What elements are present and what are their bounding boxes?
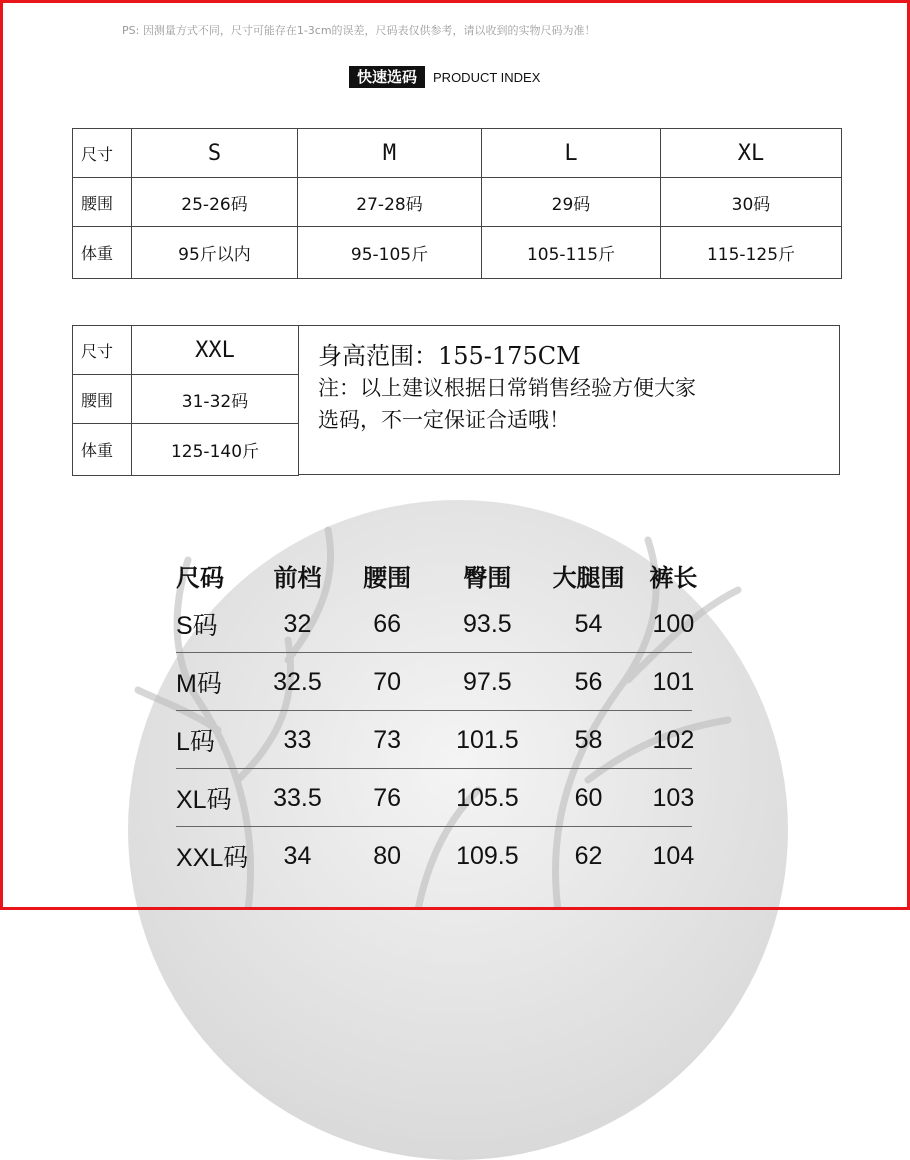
front-rise: 32.5 xyxy=(273,667,322,696)
table-row xyxy=(170,653,710,711)
hip: 101.5 xyxy=(456,725,519,754)
table-row xyxy=(170,827,710,885)
front-rise: 34 xyxy=(283,841,312,870)
size-name: S码 xyxy=(176,612,218,640)
waist-cell: 27-28码 xyxy=(298,178,482,227)
thigh: 60 xyxy=(574,783,603,812)
front-rise: 32 xyxy=(283,609,312,638)
row-label: 体重 xyxy=(73,227,132,279)
size-name: XL码 xyxy=(176,786,232,814)
section-header xyxy=(349,66,540,88)
size-name: M码 xyxy=(176,670,222,698)
waist-cell: 25-26码 xyxy=(132,178,298,227)
advice-line: 选码，不一定保证合适哦！ xyxy=(318,408,570,432)
measurement-note: PS: 因测量方式不同，尺寸可能存在1-3cm的误差，尺码表仅供参考，请以收到的实物尺码为准！ xyxy=(122,24,596,37)
front-rise: 33 xyxy=(283,725,312,754)
length: 104 xyxy=(652,841,695,870)
size-chart xyxy=(170,555,710,885)
thigh: 62 xyxy=(574,841,603,870)
quick-size-table xyxy=(72,128,842,279)
size-cell: S xyxy=(132,129,298,178)
size-name: L码 xyxy=(176,728,215,756)
size-chart-header xyxy=(170,555,710,595)
hip: 109.5 xyxy=(456,841,519,870)
weight-cell: 105-115斤 xyxy=(482,227,661,279)
header-cell: 前档 xyxy=(273,563,322,592)
header-cell: 裤长 xyxy=(649,563,698,592)
table-row xyxy=(73,375,299,424)
row-label: 腰围 xyxy=(73,178,132,227)
header-en: PRODUCT INDEX xyxy=(433,69,541,85)
table-row xyxy=(73,129,842,178)
row-label: 腰围 xyxy=(73,375,132,424)
weight-cell: 115-125斤 xyxy=(661,227,842,279)
hip: 93.5 xyxy=(463,609,512,638)
thigh: 58 xyxy=(574,725,603,754)
length: 101 xyxy=(652,667,695,696)
height-range-box xyxy=(298,325,840,475)
size-cell: XL xyxy=(661,129,842,178)
length: 102 xyxy=(652,725,695,754)
length: 100 xyxy=(652,609,695,638)
table-row xyxy=(73,178,842,227)
hip: 105.5 xyxy=(456,783,519,812)
header-cell: 尺码 xyxy=(176,563,224,592)
weight-cell: 125-140斤 xyxy=(132,424,299,476)
hip: 97.5 xyxy=(463,667,512,696)
header-cell: 臀围 xyxy=(463,563,512,592)
length: 103 xyxy=(652,783,695,812)
thigh: 54 xyxy=(574,609,603,638)
header-cn: 快速选码 xyxy=(349,66,425,88)
table-row xyxy=(73,227,842,279)
row-label: 尺寸 xyxy=(73,129,132,178)
table-row xyxy=(73,424,299,476)
waist: 66 xyxy=(373,609,402,638)
weight-cell: 95斤以内 xyxy=(132,227,298,279)
height-range: 身高范围：155-175CM xyxy=(318,342,581,370)
waist-cell: 30码 xyxy=(661,178,842,227)
header-cell: 大腿围 xyxy=(552,563,625,592)
waist-cell: 29码 xyxy=(482,178,661,227)
front-rise: 33.5 xyxy=(273,783,322,812)
row-label: 体重 xyxy=(73,424,132,476)
row-label: 尺寸 xyxy=(73,326,132,375)
size-cell: XXL xyxy=(132,326,299,375)
header-cell: 腰围 xyxy=(363,563,412,592)
size-cell: L xyxy=(482,129,661,178)
advice-line: 注：以上建议根据日常销售经验方便大家 xyxy=(318,376,696,400)
table-row xyxy=(73,326,299,375)
thigh: 56 xyxy=(574,667,603,696)
waist: 76 xyxy=(373,783,402,812)
xxl-size-table xyxy=(72,325,299,476)
table-row xyxy=(170,711,710,769)
waist: 73 xyxy=(373,725,402,754)
waist: 80 xyxy=(373,841,402,870)
size-name: XXL码 xyxy=(176,844,249,872)
weight-cell: 95-105斤 xyxy=(298,227,482,279)
table-row xyxy=(170,595,710,653)
size-cell: M xyxy=(298,129,482,178)
waist-cell: 31-32码 xyxy=(132,375,299,424)
waist: 70 xyxy=(373,667,402,696)
table-row xyxy=(170,769,710,827)
